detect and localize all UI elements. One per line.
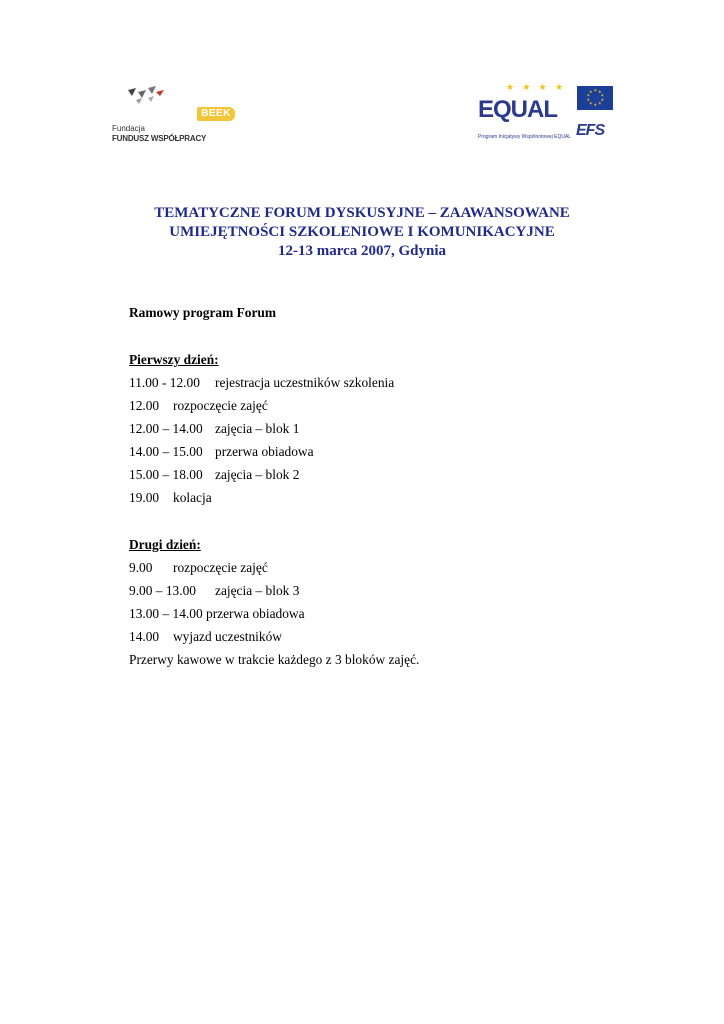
day1-item: [129, 490, 212, 506]
day2-item: [129, 606, 305, 622]
day2-activity: rozpoczęcie zajęć: [173, 560, 268, 575]
program-heading: Ramowy program Forum: [129, 305, 277, 320]
day2-item: [129, 560, 268, 576]
equal-logo: [476, 82, 576, 146]
equal-stars-icon: ★ ★ ★ ★: [506, 82, 567, 92]
svg-text:★: ★: [593, 102, 598, 107]
day2-time: 9.00 – 13.00: [129, 583, 196, 598]
eu-flag-icon: [577, 86, 613, 110]
day2-time: 9.00: [129, 560, 153, 575]
day1-time: 19.00: [129, 490, 160, 505]
equal-wordmark: EQUAL: [478, 96, 557, 123]
day1-heading: Pierwszy dzień:: [129, 352, 219, 367]
svg-text:★: ★: [598, 100, 602, 106]
day1-activity: zajęcia – blok 2: [215, 467, 300, 482]
svg-text:★: ★: [586, 92, 591, 98]
day1-item: [129, 467, 300, 483]
fundacja-logo: [108, 82, 207, 144]
day2-time: 14.00: [129, 629, 160, 644]
day1-activity: kolacja: [173, 490, 212, 505]
svg-text:★: ★: [600, 97, 605, 102]
day2-activity: przerwa obiadowa: [206, 606, 305, 621]
day2-time: 13.00 – 14.00: [129, 606, 203, 621]
coffee-break-note: Przerwy kawowe w trakcie każdego z 3 bloków zajęć.: [129, 652, 420, 667]
day2-activity: wyjazd uczestników: [173, 629, 282, 644]
day1-item: [129, 444, 314, 460]
day1-item: [129, 421, 300, 437]
title-line-3: 12-13 marca 2007, Gdynia: [277, 243, 447, 259]
svg-text:★: ★: [589, 89, 593, 94]
svg-text:★: ★: [598, 89, 602, 94]
day1-activity: rozpoczęcie zajęć: [173, 398, 268, 413]
day1-item: [129, 375, 395, 391]
efs-logo: EFS: [576, 122, 605, 139]
beek-logo: BEEK: [197, 107, 235, 121]
fundacja-label: Fundacja: [112, 124, 145, 133]
day1-time: 12.00: [129, 398, 160, 413]
day1-time: 15.00 – 18.00: [129, 467, 203, 482]
svg-text:★: ★: [586, 97, 591, 102]
title-line-1: TEMATYCZNE FORUM DYSKUSYJNE – ZAAWANSOWANE: [154, 205, 570, 221]
title-line-2: UMIEJĘTNOŚCI SZKOLENIOWE I KOMUNIKACYJNE: [169, 224, 555, 240]
page-title: [100, 204, 624, 261]
fundacja-birds-icon: [126, 82, 166, 112]
day2-heading: Drugi dzień:: [129, 537, 201, 552]
fundacja-name: FUNDUSZ WSPÓŁPRACY: [112, 134, 207, 143]
day1-time: 12.00 – 14.00: [129, 421, 203, 436]
day1-item: [129, 398, 268, 414]
day1-time: 11.00 - 12.00: [129, 375, 200, 390]
svg-text:★: ★: [600, 92, 605, 98]
day1-activity: zajęcia – blok 1: [215, 421, 300, 436]
day2-item: [129, 583, 300, 599]
day1-activity: przerwa obiadowa: [215, 444, 314, 459]
svg-text:★: ★: [593, 87, 598, 93]
day2-item: [129, 629, 282, 645]
equal-caption: Program Inicjatywy Wspólnotowej EQUAL: [478, 134, 572, 140]
day1-time: 14.00 – 15.00: [129, 444, 203, 459]
day1-activity: rejestracja uczestników szkolenia: [215, 375, 395, 390]
day2-activity: zajęcia – blok 3: [215, 583, 300, 598]
svg-text:★: ★: [589, 100, 593, 106]
